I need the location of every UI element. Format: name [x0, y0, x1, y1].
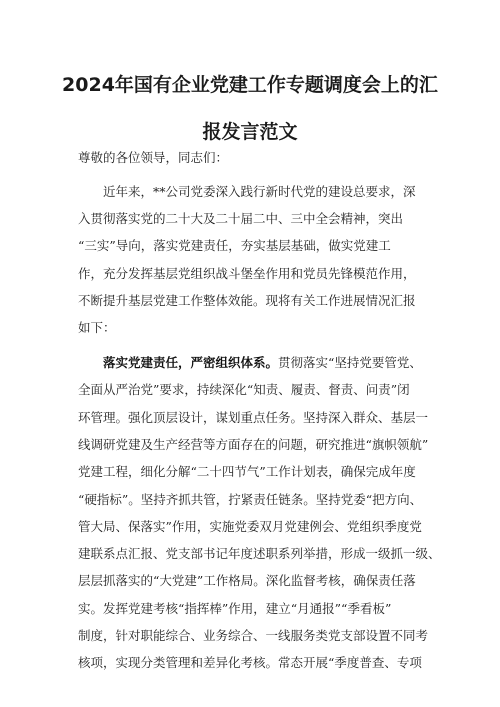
section1-line-5: 党建工程，细化分解“二十四节气”工作计划表，确保完成年度: [78, 464, 416, 479]
intro-line-3: “三实”导向，落实党建责任，夯实基层基础，做实党建工: [78, 238, 391, 253]
intro-line-2: 入贯彻落实党的二十大及二十届二中、三中全会精神，突出: [78, 211, 404, 226]
section1-first-line: [103, 355, 422, 371]
salutation: 尊敬的各位领导，同志们：: [78, 150, 229, 165]
section1-line-6: “硬指标”。坚持齐抓共管，拧紧责任链条。坚持党委“把方向、: [78, 492, 423, 507]
section1-line-9: 层层抓落实的“大党建”工作格局。深化监督考核，确保责任落: [78, 573, 416, 588]
section1-line-4: 线调研党建及生产经营等方面存在的问题，研究推进“旗帜领航”: [78, 437, 429, 452]
section1-line-8: 建联系点汇报、党支部书记年度述职系列举措，形成一级抓一级、: [78, 546, 441, 561]
section1-line-2: 全面从严治党”要求，持续深化“知责、履责、督责、问责”闭: [78, 382, 410, 397]
intro-line-5: 不断提升基层党建工作整体效能。现将有关工作进展情况汇报: [78, 293, 416, 308]
section1-line-7: 管大局、保落实”作用，实施党委双月党建例会、党组织季度党: [78, 519, 422, 534]
section1-first-line-rest: 贯彻落实“坚持党要管党、: [278, 355, 422, 370]
section1-line-11: 制度，针对职能综合、业务综合、一线服务类党支部设置不同考: [78, 628, 429, 643]
intro-line-4: 作，充分发挥基层党组织战斗堡垒作用和党员先锋模范作用，: [78, 266, 416, 281]
intro-line-6: 如下：: [78, 320, 116, 335]
section1-line-10: 实。发挥党建考核“指挥棒”作用，建立“月通报”“季看板”: [78, 601, 392, 616]
document-title-line-2: 报发言范文: [202, 121, 298, 143]
section1-line-12: 核项，实现分类管理和差异化考核。常态开展“季度普查、专项: [78, 655, 422, 670]
section1-line-3: 环管理。强化顶层设计，谋划重点任务。坚持深入群众、基层一: [78, 410, 429, 425]
section1-heading: 落实党建责任，严密组织体系。: [103, 355, 279, 370]
document-title-line-1: 2024年国有企业党建工作专题调度会上的汇: [62, 74, 438, 96]
intro-line-1: 近年来，**公司党委深入践行新时代党的建设总要求，深: [103, 184, 416, 199]
